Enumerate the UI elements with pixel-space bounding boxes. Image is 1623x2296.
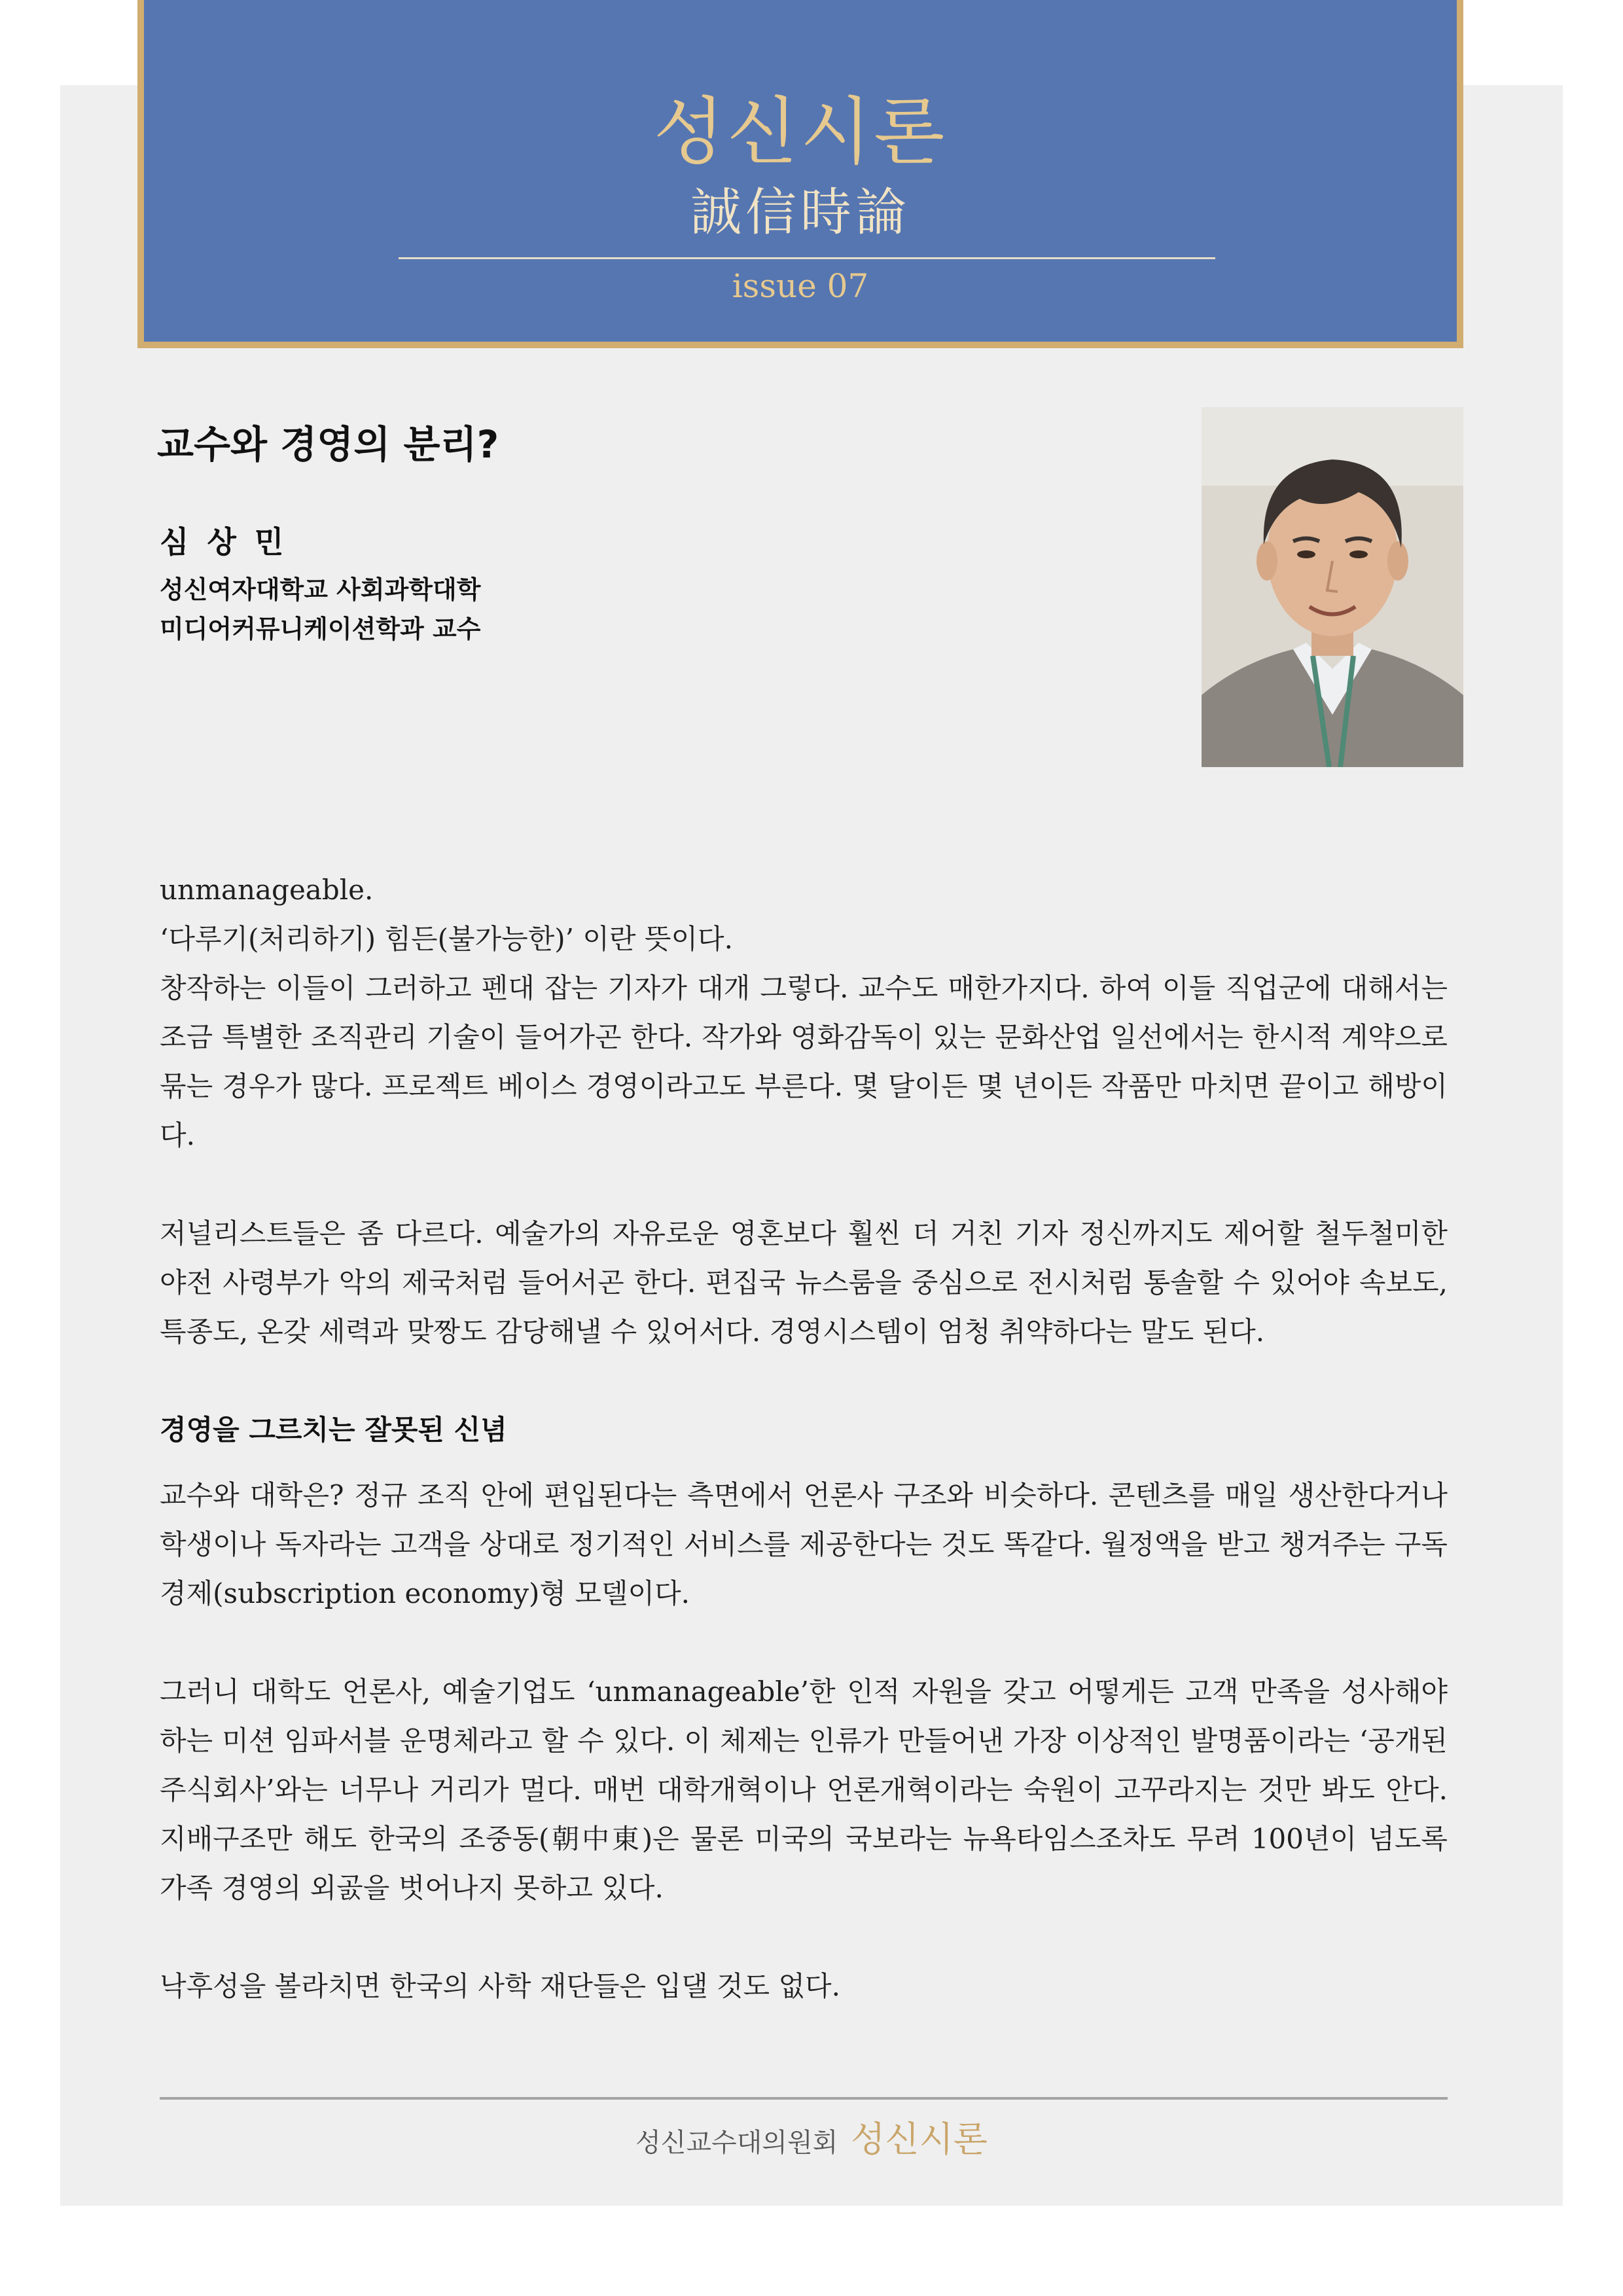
author-portrait-icon xyxy=(1202,407,1463,767)
footer-divider xyxy=(160,2097,1448,2100)
author-name: 심 상 민 xyxy=(160,524,288,560)
article-title: 교수와 경영의 분리? xyxy=(157,422,499,467)
footer xyxy=(0,2111,1623,2162)
masthead xyxy=(137,0,1463,348)
issue-number: issue 07 xyxy=(732,267,869,305)
footer-brand: 성신시론 xyxy=(851,2119,988,2160)
footer-organization: 성신교수대의원회 xyxy=(635,2128,838,2158)
paragraph-universities: 교수와 대학은? 정규 조직 안에 편입된다는 측면에서 언론사 구조와 비슷하다. 콘텐츠를 매일 생산한다거나 학생이나 독자라는 고객을 상대로 정기적인 서비스를 제공한다는 것도 똑같다. 월정액을 받고 챙겨주는 구독 경제(subscription economy)형 모델이다. xyxy=(160,1479,1448,1609)
author-affiliation-department: 미디어커뮤니케이션학과 교수 xyxy=(160,615,481,643)
author-photo xyxy=(1202,407,1463,767)
paragraph-creators: 창작하는 이들이 그러하고 펜대 잡는 기자가 대개 그렇다. 교수도 매한가지다. 하여 이들 직업군에 대해서는 조금 특별한 조직관리 기술이 들어가곤 한다. 작가와 영화감독이 있는 문화산업 일선에서는 한시적 계약으로 묶는 경우가 많다. 프로젝트 베이스 경영이라고도 부른다. 몇 달이든 몇 년이든 작품만 마치면 끝이고 해방이다. xyxy=(160,972,1448,1151)
masthead-title: 성신시론 xyxy=(653,90,948,175)
author-affiliation-college: 성신여자대학교 사회과학대학 xyxy=(160,575,481,604)
section-subheading: 경영을 그르치는 잘못된 신념 xyxy=(160,1414,507,1446)
paragraph-closing: 낙후성을 볼라치면 한국의 사학 재단들은 입댈 것도 없다. xyxy=(160,1970,840,2002)
masthead-divider xyxy=(399,257,1215,259)
masthead-hanja-title: 誠信時論 xyxy=(690,183,910,242)
paragraph-governance: 그러니 대학도 언론사, 예술기업도 ‘unmanageable’한 인적 자원을 갖고 어떻게든 고객 만족을 성사해야 하는 미션 임파서블 운명체라고 할 수 있다. 이 체제는 인류가 만들어낸 가장 이상적인 발명품이라는 ‘공개된 주식회사’와는 너무나 거리가 멀다. 매번 대학개혁이나 언론개혁이라는 숙원이 고꾸라지는 것만 봐도 안다. 지배구조만 해도 한국의 조중동(朝中東)은 물론 미국의 국보라는 뉴욕타임스조차도 무려 100년이 넘도록 가족 경영의 외곬을 벗어나지 못하고 있다. xyxy=(160,1676,1448,1904)
paragraph-journalists: 저널리스트들은 좀 다르다. 예술가의 자유로운 영혼보다 훨씬 더 거친 기자 정신까지도 제어할 철두철미한 야전 사령부가 악의 제국처럼 들어서곤 한다. 편집국 뉴스룸을 중심으로 전시처럼 통솔할 수 있어야 속보도, 특종도, 온갖 세력과 맞짱도 감당해낼 수 있어서다. 경영시스템이 엄청 취약하다는 말도 된다. xyxy=(160,1217,1448,1348)
paragraph-definition: ‘다루기(처리하기) 힘든(불가능한)’ 이란 뜻이다. xyxy=(160,923,733,955)
paragraph-term: unmanageable. xyxy=(160,874,374,906)
